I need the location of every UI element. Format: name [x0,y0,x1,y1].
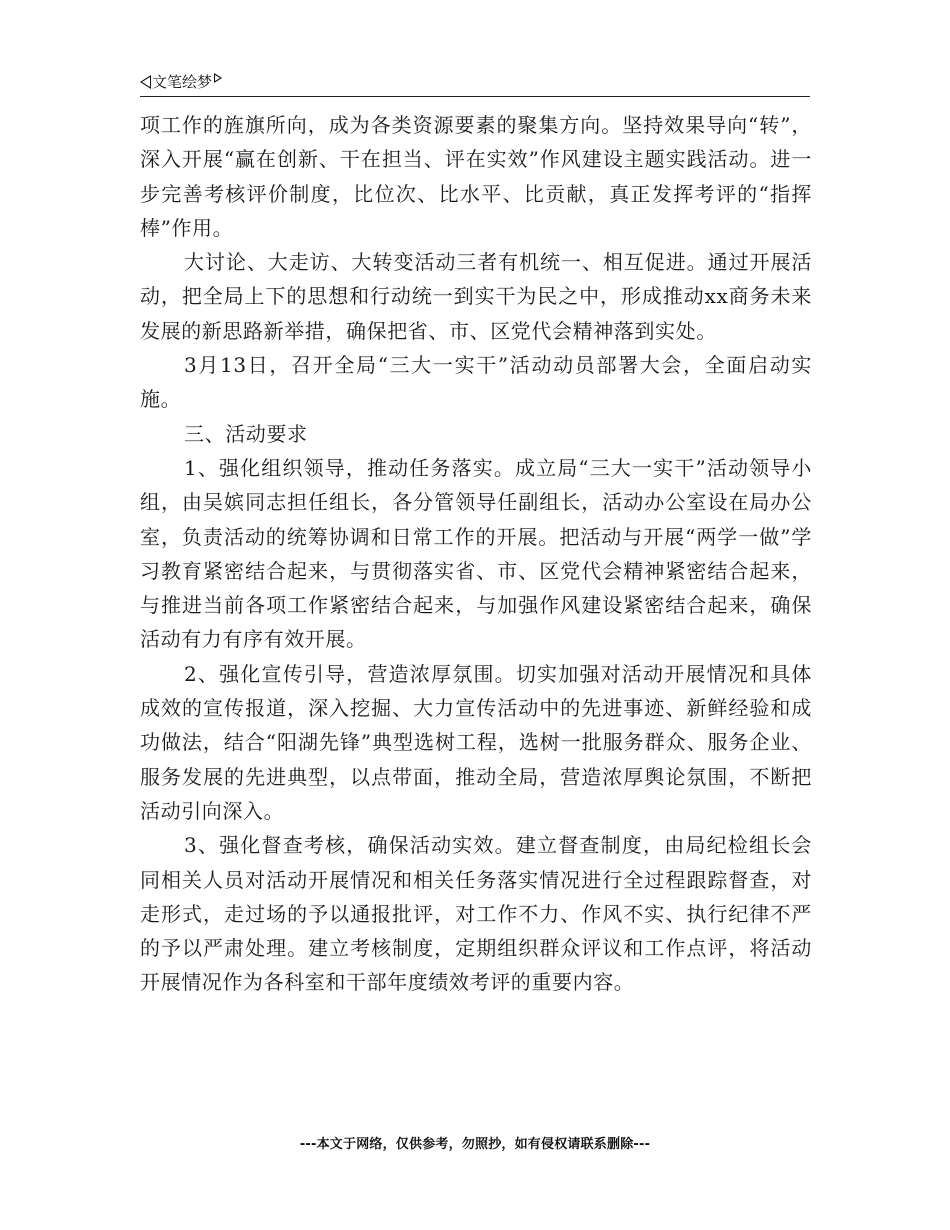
header-logo [140,72,222,92]
header-logo-text: 文笔绘梦 [152,73,213,91]
document-body [140,108,812,1000]
paragraph-continuation: 项工作的旌旗所向，成为各类资源要素的聚集方向。坚持效果导向“转”，深入开展“赢在创新、干在担当、评在实效”作风建设主题实践活动。进一步完善考核评价制度，比位次、比水平、比贡献，真正发挥考评的“指挥棒”作用。 [140,113,812,240]
page-footer-disclaimer: ---本文于网络，仅供参考，勿照抄，如有侵权请联系删除--- [299,1137,651,1152]
paragraph: 3月13日，召开全局“三大一实干”活动动员部署大会，全面启动实施。 [140,353,812,412]
paragraph: 大讨论、大走访、大转变活动三者有机统一、相互促进。通过开展活动，把全局上下的思想和行动统一到实干为民之中，形成推动xx商务未来发展的新思路新举措，确保把省、市、区党代会精神落到实处。 [140,250,812,343]
paragraph: 1、强化组织领导，推动任务落实。成立局“三大一实干”活动领导小组，由吴嫔同志担任组长，各分管领导任副组长，活动办公室设在局办公室，负责活动的统筹协调和日常工作的开展。把活动与开展“两学一做”学习教育紧密结合起来，与贯彻落实省、市、区党代会精神紧密结合起来，与推进当前各项工作紧密结合起来，与加强作风建设紧密结合起来，确保活动有力有序有效开展。 [140,455,812,652]
section-heading: 三、活动要求 [184,421,308,446]
triangle-left-icon [140,75,151,89]
triangle-right-icon [214,73,222,83]
paragraph: 3、强化督查考核，确保活动实效。建立督查制度，由局纪检组长会同相关人员对活动开展情况和相关任务落实情况进行全过程跟踪督查，对走形式，走过场的予以通报批评，对工作不力、作风不实、执行纪律不严的予以严肃处理。建立考核制度，定期组织群众评议和工作点评，将活动开展情况作为各科室和干部年度绩效考评的重要内容。 [140,833,812,995]
paragraph: 2、强化宣传引导，营造浓厚氛围。切实加强对活动开展情况和具体成效的宣传报道，深入挖掘、大力宣传活动中的先进事迹、新鲜经验和成功做法，结合“阳湖先锋”典型选树工程，选树一批服务群众、服务企业、服务发展的先进典型，以点带面，推动全局，营造浓厚舆论氛围，不断把活动引向深入。 [140,661,812,823]
page-header [140,72,810,97]
